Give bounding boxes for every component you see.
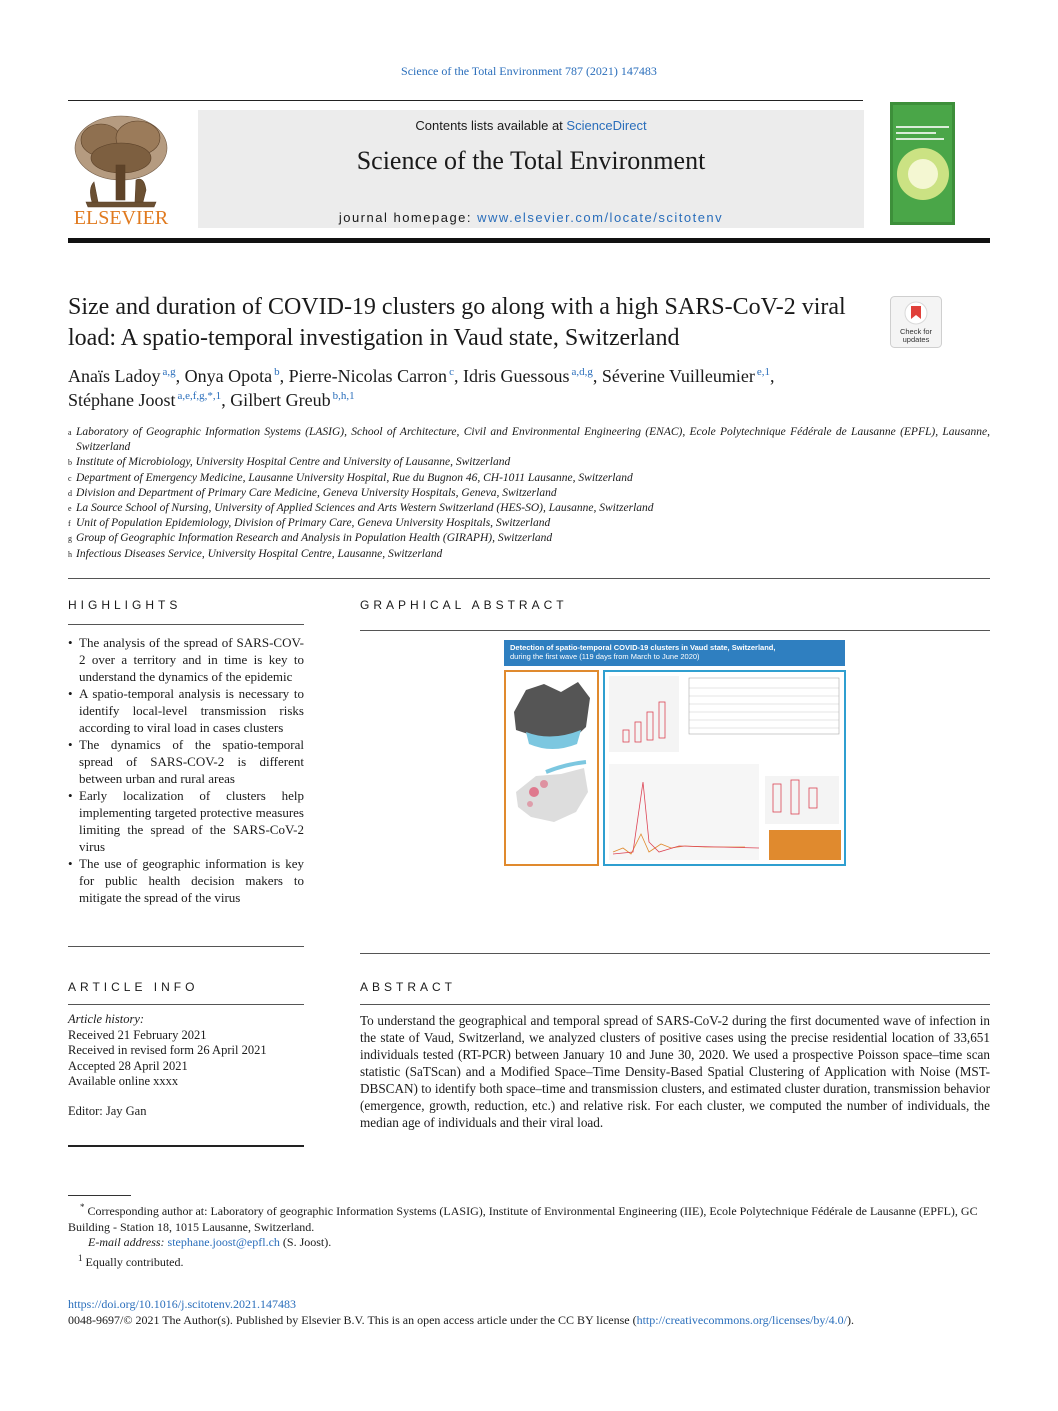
- header-rule: [68, 100, 863, 101]
- sciencedirect-link[interactable]: ScienceDirect: [566, 118, 647, 133]
- svg-text:Check for: Check for: [899, 327, 933, 336]
- email-link[interactable]: stephane.joost@epfl.ch: [167, 1235, 280, 1249]
- affiliation-key: c: [68, 473, 72, 483]
- affiliation-text: Infectious Diseases Service, University Hospital Centre, Lausanne, Switzerland: [76, 547, 443, 560]
- highlight-text: Early localization of clusters help implementing targeted protective measures limiting the spread of the SARS-CoV-2 virus: [79, 788, 304, 854]
- author-name[interactable]: Gilbert Greub: [230, 390, 331, 410]
- affiliation-text: Division and Department of Primary Care Medicine, Geneva University Hospitals, Geneva, Switzerland: [76, 486, 557, 499]
- highlight-item: [68, 787, 304, 855]
- author-affiliation-marker[interactable]: b: [274, 366, 280, 378]
- journal-banner: [198, 110, 864, 228]
- highlight-item: [68, 736, 304, 787]
- highlight-item: [68, 634, 304, 685]
- doi-link[interactable]: https://doi.org/10.1016/j.scitotenv.2021.147483: [68, 1297, 296, 1311]
- highlight-text: The analysis of the spread of SARS-COV-2 over a territory and in time is key to understand the dynamics of the epidemic: [79, 635, 304, 684]
- editor: Editor: Jay Gan: [68, 1103, 147, 1118]
- email-note: E-mail address: stephane.joost@epfl.ch (S. Joost).: [88, 1235, 332, 1249]
- footnote-rule: [68, 1195, 131, 1196]
- affiliation-text: La Source School of Nursing, University of Applied Sciences and Arts Western Switzerland (HES-SO), Lausanne, Switzerland: [76, 502, 654, 515]
- highlight-text: The dynamics of the spatio-temporal spread of SARS-COV-2 is different between urban and rural areas: [79, 737, 304, 786]
- author-affiliation-marker[interactable]: e,1: [756, 366, 771, 378]
- section-divider: [68, 578, 990, 579]
- article-history-label: Article history:: [68, 1012, 145, 1026]
- author-separator: ,: [279, 366, 289, 386]
- affiliation-key: g: [68, 534, 72, 544]
- abstract-heading: ABSTRACT: [360, 980, 457, 994]
- author-name[interactable]: Anaïs Ladoy: [68, 366, 161, 386]
- graphical-abstract-bottom-rule: [360, 953, 990, 954]
- received-date: Received 21 February 2021: [68, 1027, 207, 1042]
- affiliation-item: [68, 531, 990, 546]
- highlights-rule: [68, 624, 304, 625]
- author-separator: ,: [592, 366, 602, 386]
- journal-title: Science of the Total Environment: [356, 146, 706, 175]
- affiliation-text: Department of Emergency Medicine, Lausanne University Hospital, Rue du Bugnon 46, CH-1011 Lausanne, Switzerland: [76, 471, 633, 484]
- author-affiliation-marker[interactable]: a,e,f,g,*,1: [177, 390, 222, 402]
- author-separator: ,: [175, 366, 185, 386]
- journal-citation[interactable]: Science of the Total Environment 787 (2021) 147483: [401, 64, 657, 78]
- affiliation-text: Laboratory of Geographic Information Systems (LASIG), School of Architecture, Civil and Environmental Engineering (ENAC), Ecole Polytechnique Fédérale de Lausanne (EPFL), Lausanne, Switzerland: [76, 426, 990, 454]
- affiliation-item: [68, 501, 990, 516]
- graphical-abstract-banner: Detection of spatio-temporal COVID-19 clusters in Vaud state, Switzerland, during the first wave (119 days from March to June 2020): [504, 640, 845, 666]
- highlight-item: [68, 855, 304, 906]
- author-name[interactable]: Onya Opota: [184, 366, 273, 386]
- bullet-icon: •: [68, 856, 73, 871]
- affiliation-item: [68, 455, 990, 470]
- license-line: 0048-9697/© 2021 The Author(s). Published by Elsevier B.V. This is an open access article under the CC BY license (http://creativecommons.org/licenses/by/4.0/).: [68, 1313, 854, 1327]
- affiliations: [68, 425, 990, 562]
- affiliation-item: [68, 425, 990, 455]
- graphical-abstract-maps: [504, 670, 599, 866]
- affiliation-text: Group of Geographic Information Research and Analysis in Population Health (GIRAPH), Switzerland: [76, 532, 553, 545]
- author-affiliation-marker[interactable]: a,d,g: [571, 366, 593, 378]
- affiliation-text: Unit of Population Epidemiology, Division of Primary Care, Geneva University Hospitals, Switzerland: [76, 517, 551, 530]
- author-name[interactable]: Pierre-Nicolas Carron: [288, 366, 448, 386]
- affiliation-item: [68, 471, 990, 486]
- check-for-updates-button[interactable]: [890, 296, 942, 348]
- elsevier-logo: [66, 110, 176, 228]
- affiliation-key: e: [68, 504, 72, 514]
- affiliation-key: d: [68, 488, 72, 498]
- article-info-rule: [68, 1004, 304, 1005]
- author-separator: ,: [221, 390, 231, 410]
- revised-date: Received in revised form 26 April 2021: [68, 1043, 267, 1057]
- bullet-icon: •: [68, 737, 73, 752]
- affiliation-text: Institute of Microbiology, University Hospital Centre and University of Lausanne, Switzerland: [76, 456, 511, 469]
- affiliation-key: a: [68, 428, 72, 437]
- affiliation-key: f: [68, 519, 71, 529]
- homepage-link[interactable]: www.elsevier.com/locate/scitotenv: [477, 210, 724, 225]
- abstract-rule: [360, 1004, 990, 1005]
- journal-cover-image[interactable]: [890, 102, 955, 225]
- highlight-text: The use of geographic information is key for public health decision makers to mitigate the spread of the virus: [79, 856, 304, 905]
- header-thick-rule: [68, 238, 990, 243]
- bullet-icon: •: [68, 788, 73, 803]
- corresponding-author-note: * Corresponding author at: Laboratory of geographic Information Systems (LASIG), Institute of Environmental Engineering (IIE), Ecole Polytechnique Fédérale de Lausanne (EPFL), GC Building - Station 18, 1015 Lausanne, Switzerland.: [68, 1202, 978, 1234]
- author-affiliation-marker[interactable]: c: [449, 366, 454, 378]
- article-info: [68, 1012, 304, 1119]
- author-name[interactable]: Séverine Vuilleumier: [601, 366, 755, 386]
- highlights-bottom-rule: [68, 946, 304, 947]
- online-date: Available online xxxx: [68, 1074, 179, 1088]
- bullet-icon: •: [68, 635, 73, 650]
- highlights-list: [68, 634, 304, 906]
- highlights-heading: HIGHLIGHTS: [68, 598, 182, 612]
- graphical-abstract-charts: [603, 670, 846, 866]
- author-name[interactable]: Idris Guessous: [462, 366, 570, 386]
- affiliation-item: [68, 547, 990, 562]
- highlight-text: A spatio-temporal analysis is necessary to identify local-level transmission risks according to viral load in cases clusters: [79, 686, 304, 735]
- affiliation-key: h: [68, 549, 72, 559]
- journal-homepage: journal homepage: www.elsevier.com/locate/scitotenv: [338, 210, 724, 225]
- abstract-text: To understand the geographical and temporal spread of SARS-CoV-2 during the first documented wave of infection in the state of Vaud, Switzerland, we analyzed clusters of positive cases using the precise residential location of 33,651 individuals tested (RT-PCR) between January 10 and June 30, 2020. We used a prospective Poisson space–time scan statistic (SaTScan) and a Modified Space–Time Density-Based Spatial Clustering of Application with Noise (MST-DBSCAN) to identify both space–time and transmission clusters, and estimated cluster duration, transmission behavior (emergence, growth, reduction, etc.) and relative risk. For each cluster, we computed the number of individuals, the median age of individuals and their viral load.: [360, 1013, 990, 1130]
- article-info-bottom-rule: [68, 1145, 304, 1147]
- author-list: [68, 364, 988, 412]
- author-affiliation-marker[interactable]: a,g: [162, 366, 176, 378]
- author-separator: ,: [453, 366, 463, 386]
- footnotes: [68, 1200, 990, 1270]
- elsevier-wordmark: ELSEVIER: [73, 207, 169, 228]
- article-title: Size and duration of COVID-19 clusters go along with a high SARS-CoV-2 viral load: A spatio-temporal investigation in Vaud state, Switzerland: [68, 294, 846, 351]
- license-link[interactable]: http://creativecommons.org/licenses/by/4.0/: [636, 1313, 847, 1327]
- contents-line: Contents lists available at ScienceDirect: [415, 118, 647, 133]
- affiliation-item: [68, 516, 990, 531]
- svg-text:updates: updates: [902, 335, 930, 344]
- author-name[interactable]: Stéphane Joost: [68, 390, 176, 410]
- author-separator: ,: [770, 366, 775, 386]
- graphical-abstract-image[interactable]: [504, 640, 847, 868]
- graphical-abstract-rule: [360, 630, 990, 631]
- highlight-item: [68, 685, 304, 736]
- graphical-abstract-heading: GRAPHICAL ABSTRACT: [360, 598, 568, 612]
- article-footer: [68, 1296, 990, 1328]
- affiliation-item: [68, 486, 990, 501]
- equal-contribution-note: $^1$ Equally contributed.: [78, 1252, 184, 1269]
- article-info-heading: ARTICLE INFO: [68, 980, 199, 994]
- bullet-icon: •: [68, 686, 73, 701]
- author-affiliation-marker[interactable]: b,h,1: [332, 390, 355, 402]
- affiliation-key: b: [68, 458, 72, 468]
- accepted-date: Accepted 28 April 2021: [68, 1058, 188, 1073]
